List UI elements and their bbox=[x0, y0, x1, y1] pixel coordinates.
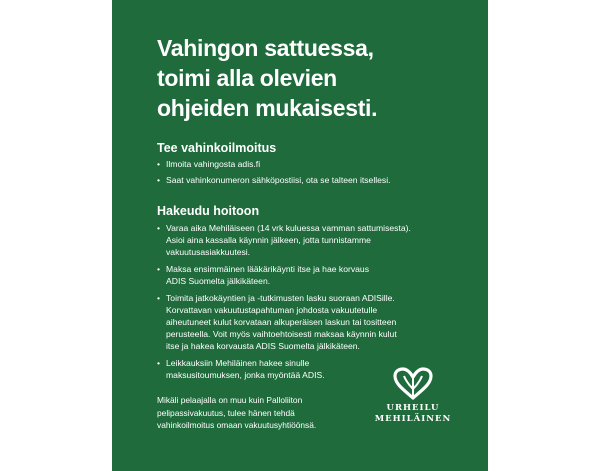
list-item-text: • Leikkauksiin Mehiläinen hakee sinulle bbox=[166, 358, 310, 368]
list-item-text: • Toimita jatkokäyntien ja -tutkimusten lasku suoraan ADISille. bbox=[166, 293, 395, 303]
info-card bbox=[112, 0, 488, 471]
list-item-text: vakuutusasiakkuutesi. bbox=[166, 247, 251, 257]
treatment-steps-list bbox=[157, 222, 467, 381]
list-item-text: itse ja hakea korvausta ADIS Suomelta jälkikäteen. bbox=[166, 341, 360, 351]
headline-line: ohjeiden mukaisesti. bbox=[157, 95, 378, 121]
list-item bbox=[157, 263, 467, 287]
headline-line: toimi alla olevien bbox=[157, 65, 337, 91]
list-item-text: • Maksa ensimmäinen lääkärikäynti itse ja hae korvaus bbox=[166, 264, 370, 274]
list-item-text: ADIS Suomelta jälkikäteen. bbox=[166, 276, 271, 286]
insurance-footnote bbox=[157, 394, 367, 432]
list-item bbox=[157, 222, 467, 258]
list-item-text: • Ilmoita vahingosta adis.fi bbox=[166, 159, 261, 169]
list-item-text: Korvattavan vakuutustapahtuman johdosta vakuutetulle bbox=[166, 305, 378, 315]
logo-line-2: MEHILÄINEN bbox=[374, 414, 452, 424]
footnote-line: Mikäli pelaajalla on muu kuin Palloliiton bbox=[157, 395, 303, 405]
list-item bbox=[157, 158, 467, 170]
list-item bbox=[157, 174, 467, 186]
list-item-text: maksusitoumuksen, jonka myöntää ADIS. bbox=[166, 370, 325, 380]
list-item-text: perusteella. Voit myös vaihtoehtoisesti maksaa käynnin kulut bbox=[166, 329, 397, 339]
urheilu-mehilainen-logo bbox=[374, 367, 452, 425]
mehilainen-heart-icon bbox=[391, 367, 435, 401]
logo-line-1: URHEILU bbox=[386, 403, 440, 413]
headline-line: Vahingon sattuessa, bbox=[157, 35, 374, 61]
list-item-text: • Saat vahinkonumeron sähköpostiisi, ota se talteen itsellesi. bbox=[166, 175, 391, 185]
section-title-report: Tee vahinkoilmoitus bbox=[157, 141, 277, 155]
section-title-treatment: Hakeudu hoitoon bbox=[157, 204, 260, 218]
logo-wordmark bbox=[374, 403, 452, 425]
list-item-text: aiheutuneet kulut korvataan alkuperäisen laskun tai tositteen bbox=[166, 317, 397, 327]
headline bbox=[157, 33, 477, 123]
report-steps-list bbox=[157, 158, 467, 186]
footnote-line: pelipassivakuutus, tulee hänen tehdä bbox=[157, 407, 295, 418]
list-item bbox=[157, 292, 467, 352]
footnote-line: vahinkoilmoitus omaan vakuutusyhtiöönsä. bbox=[157, 420, 317, 430]
list-item-text: • Varaa aika Mehiläiseen (14 vrk kuluessa vamman sattumisesta). bbox=[166, 223, 411, 233]
list-item-text: Asioi aina kassalla käynnin jälkeen, jotta tunnistamme bbox=[166, 235, 371, 245]
